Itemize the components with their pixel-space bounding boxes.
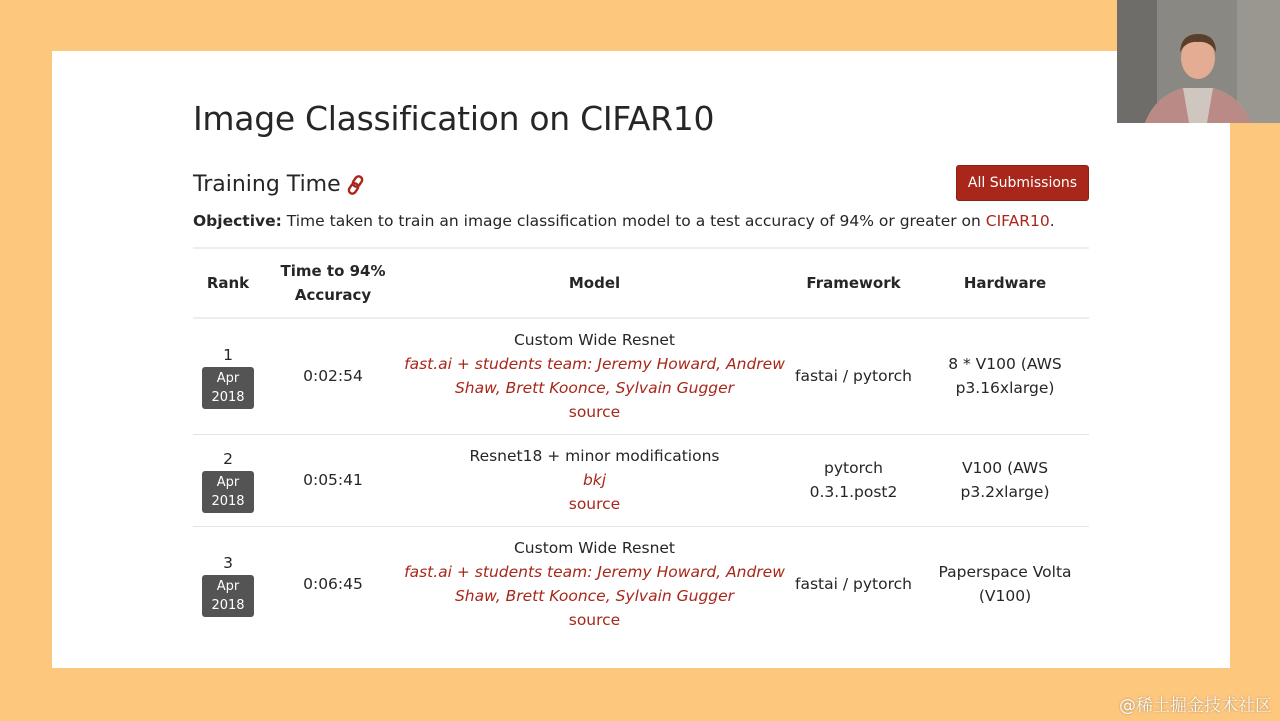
rank-cell [193, 434, 263, 526]
watermark: @稀土掘金技术社区 [1119, 696, 1272, 716]
link-icon[interactable] [346, 174, 366, 196]
objective-period: . [1049, 212, 1055, 230]
rank-cell [193, 526, 263, 642]
framework-line: fastai / pytorch [795, 575, 912, 594]
authors-link[interactable] [403, 560, 786, 608]
framework-cell [786, 318, 921, 434]
header-time-line1: Time to 94% [280, 262, 386, 280]
time-cell: 0:05:41 [303, 471, 363, 489]
authors-line: Shaw, Brett Koonce, Sylvain Gugger [454, 379, 735, 398]
section-heading [193, 172, 366, 197]
badge-month: Apr [216, 474, 240, 490]
rank-number: 2 [223, 449, 233, 468]
header-framework: Framework [806, 274, 901, 292]
all-submissions-button[interactable]: All Submissions [956, 165, 1089, 201]
header-hardware: Hardware [963, 274, 1047, 292]
hardware-line: p3.16xlarge) [955, 379, 1055, 398]
badge-year: 2018 [211, 597, 245, 613]
badge-year: 2018 [211, 389, 245, 405]
date-badge [202, 575, 254, 617]
time-cell: 0:06:45 [303, 575, 363, 594]
model-cell [403, 434, 786, 526]
model-name: Custom Wide Resnet [513, 539, 676, 558]
source-link[interactable]: source [568, 403, 621, 422]
model-name: Resnet18 + minor modifications [469, 447, 720, 465]
model-cell [403, 526, 786, 642]
rank-number: 3 [223, 553, 233, 572]
framework-cell [786, 526, 921, 642]
hardware-line: V100 (AWS [961, 459, 1049, 477]
rank-number: 1 [223, 345, 233, 364]
presenter-webcam-thumbnail [1117, 0, 1280, 123]
badge-year: 2018 [211, 493, 245, 509]
table-header-row [193, 248, 1089, 318]
header-model: Model [568, 274, 621, 292]
date-badge [202, 367, 254, 409]
rank-cell [193, 318, 263, 434]
hardware-line: 8 * V100 (AWS [948, 355, 1062, 374]
hardware-line: (V100) [978, 587, 1032, 606]
section-title: Training Time [193, 172, 341, 197]
cifar10-link[interactable]: CIFAR10 [985, 212, 1050, 230]
slide [52, 51, 1230, 668]
authors-line: Shaw, Brett Koonce, Sylvain Gugger [454, 587, 735, 606]
authors-link[interactable]: bkj [582, 471, 607, 489]
authors-line: fast.ai + students team: Jeremy Howard, Andrew [404, 563, 785, 582]
header-rank: Rank [206, 274, 250, 292]
objective-description: Time taken to train an image classification model to a test accuracy of 94% or greater on [281, 212, 986, 230]
hardware-cell [921, 526, 1089, 642]
objective-text [193, 212, 1055, 230]
authors-line: fast.ai + students team: Jeremy Howard, Andrew [404, 355, 785, 374]
source-link[interactable]: source [568, 495, 621, 513]
objective-label: Objective: [193, 212, 282, 230]
header-time-line2: Accuracy [294, 286, 372, 304]
badge-month: Apr [216, 370, 240, 386]
model-name: Custom Wide Resnet [513, 331, 676, 350]
framework-line: 0.3.1.post2 [809, 483, 898, 501]
leaderboard-table [193, 247, 1089, 642]
framework-line: fastai / pytorch [795, 367, 912, 386]
hardware-line: Paperspace Volta [938, 563, 1072, 582]
time-cell: 0:02:54 [303, 367, 363, 386]
badge-month: Apr [216, 578, 240, 594]
authors-link[interactable] [403, 352, 786, 400]
source-link[interactable]: source [568, 611, 621, 630]
framework-cell [786, 434, 921, 526]
header-time [263, 248, 403, 318]
table-row [193, 318, 1089, 434]
hardware-line: p3.2xlarge) [960, 483, 1050, 501]
hardware-cell [921, 434, 1089, 526]
page-title: Image Classification on CIFAR10 [193, 99, 715, 138]
model-cell [403, 318, 786, 434]
date-badge [202, 471, 254, 513]
framework-line: pytorch [824, 459, 883, 477]
table-row [193, 434, 1089, 526]
table-row [193, 526, 1089, 642]
hardware-cell [921, 318, 1089, 434]
